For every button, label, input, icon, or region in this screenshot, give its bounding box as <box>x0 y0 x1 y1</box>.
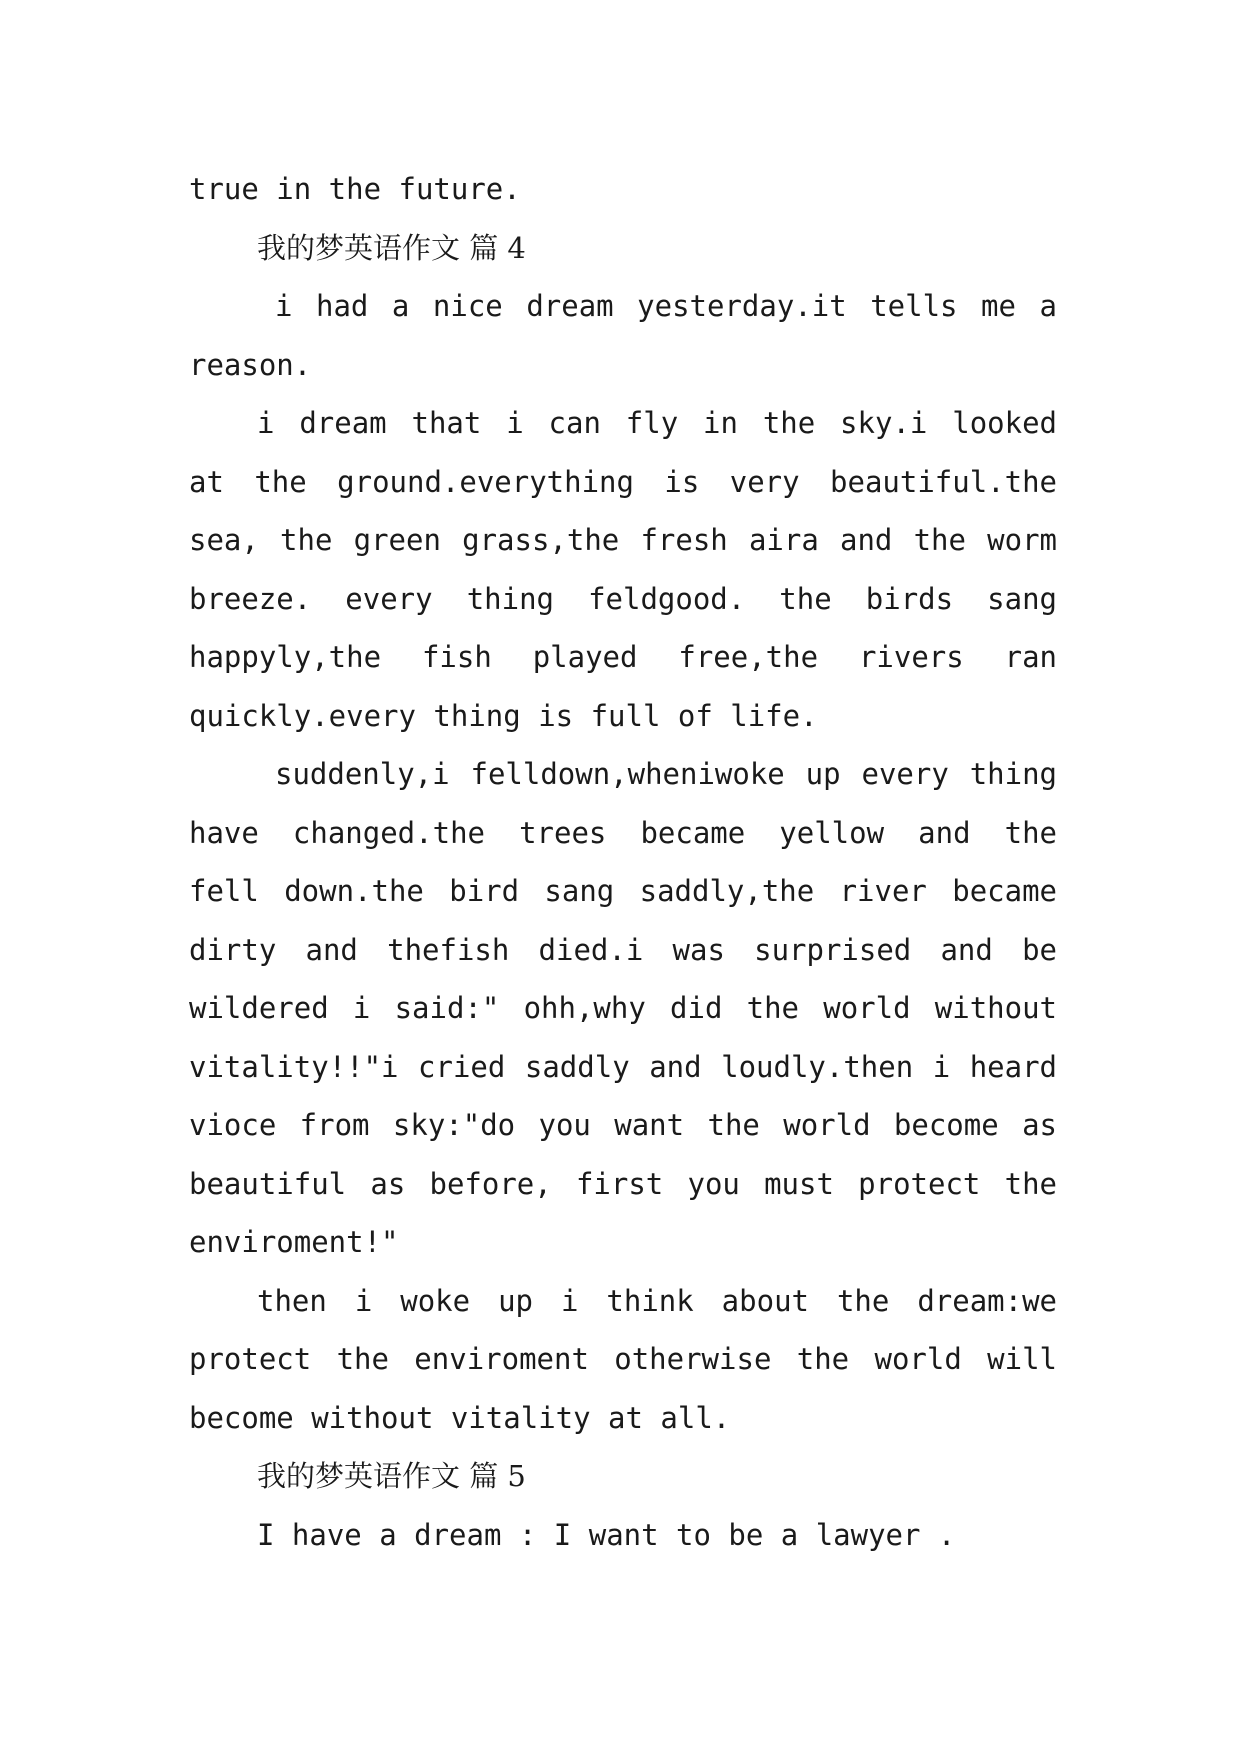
text-line: sea, the green grass,the fresh aira and the worm <box>189 523 1057 557</box>
text-line: vioce from sky:"do you want the world become as <box>189 1108 1057 1142</box>
text-column <box>189 160 1057 1564</box>
text-line: reason. <box>189 347 312 382</box>
text-line: fell down.the bird sang saddly,the river became <box>189 874 1057 908</box>
text-line: i had a nice dream yesterday.it tells me a <box>275 289 1057 323</box>
text-line: beautiful as before, first you must protect the <box>189 1166 1057 1201</box>
text-line: wildered i said:" ohh,why did the world without <box>189 991 1057 1025</box>
text-line: breeze. every thing feldgood. the birds sang <box>189 581 1057 616</box>
text-line: have changed.the trees became yellow and the <box>189 815 1057 850</box>
text-line: I have a dream : I want to be a lawyer . <box>257 1517 956 1552</box>
text-line: enviroment!" <box>189 1225 399 1259</box>
text-line: happyly,the fish played free,the rivers ran <box>189 640 1057 674</box>
text-line: quickly.every thing is full of life. <box>189 698 818 733</box>
text-line: become without vitality at all. <box>189 1400 731 1435</box>
text-line: protect the enviroment otherwise the world will <box>189 1342 1057 1376</box>
text-line: i dream that i can fly in the sky.i looked <box>257 406 1057 440</box>
text-line: vitality!!"i cried saddly and loudly.then i heard <box>189 1049 1057 1084</box>
text-line: suddenly,i felldown,wheniwoke up every thing <box>275 757 1057 791</box>
text-line: at the ground.everything is very beautiful.the <box>189 464 1057 499</box>
text-line: true in the future. <box>189 172 521 206</box>
section-heading: 我的梦英语作文 篇 4 <box>257 230 526 265</box>
text-line: dirty and thefish died.i was surprised and be <box>189 932 1057 967</box>
text-line: then i woke up i think about the dream:we <box>257 1283 1057 1318</box>
section-heading: 我的梦英语作文 篇 5 <box>257 1459 526 1493</box>
